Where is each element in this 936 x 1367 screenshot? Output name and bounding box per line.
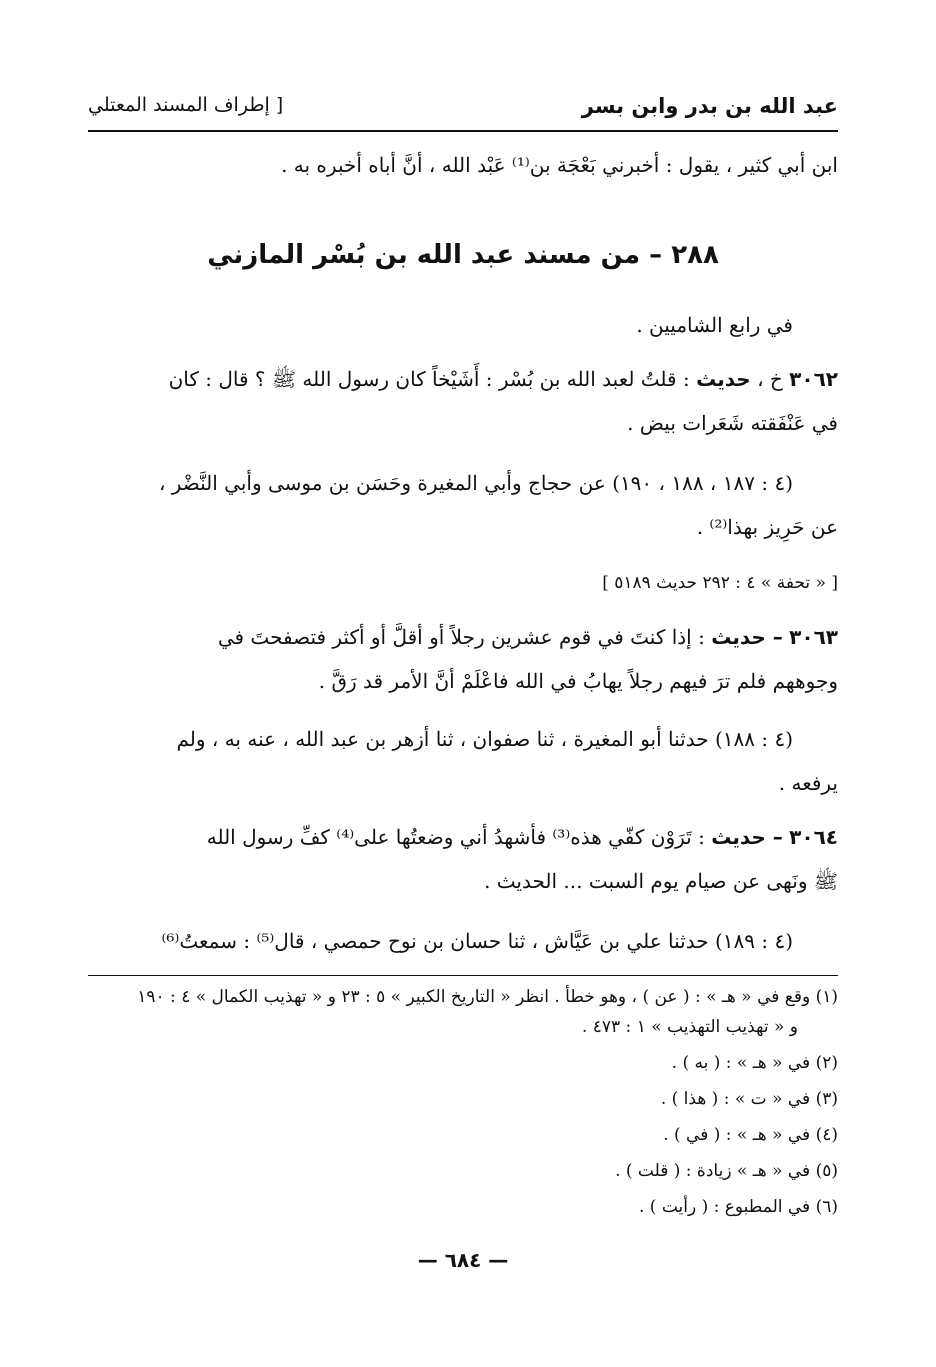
header-rule: [88, 130, 838, 132]
hadith-number: ٣٠٦٤: [789, 825, 838, 849]
footnote-5: (٥) في « هـ » زيادة : ( قلت ) .: [615, 1161, 838, 1181]
hadith-label: – حديث: [711, 625, 783, 649]
hadith-text: : إذا كنتَ في قوم عشرين رجلاً أو أقلَّ أو أكثر فتصفحتَ في: [217, 625, 705, 649]
hadith-3062-reference: [ « تحفة » ٤ : ٢٩٢ حديث ٥١٨٩ ]: [602, 573, 838, 593]
footnote-3: (٣) في « ت » : ( هذا ) .: [660, 1089, 838, 1109]
section-title: ٢٨٨ – من مسند عبد الله بن بُسْر المازني: [207, 240, 719, 270]
section-intro: في رابع الشاميين .: [636, 313, 793, 337]
hadith-3063-source1: (٤ : ١٨٨) حدثنا أبو المغيرة ، ثنا صفوان ، ثنا أزهر بن عبد الله ، عنه به ، ولم: [176, 727, 793, 751]
hadith-number: ٣٠٦٢: [789, 367, 838, 391]
hadith-text: : قلتُ لعبد الله بن بُسْر : أَشَيْخاً كان رسول الله ﷺ ؟ قال : كان: [168, 367, 690, 391]
hadith-label: حديث: [696, 367, 751, 391]
document-page: [88, 0, 838, 1367]
hadith-mark: خ ،: [757, 367, 783, 391]
footnote-2: (٢) في « هـ » : ( به ) .: [671, 1053, 838, 1073]
hadith-3064-line2: ﷺ ونَهى عن صيام يوم السبت ... الحديث .: [484, 869, 838, 893]
hadith-3062-source2: عن حَرِيز بهذا⁽²⁾ .: [696, 515, 838, 539]
footnote-rule: [88, 975, 838, 976]
hadith-3062-source1: (٤ : ١٨٧ ، ١٨٨ ، ١٩٠) عن حجاج وأبي المغيرة وحَسَن بن موسى وأبي النَّضْر ،: [158, 471, 793, 495]
hadith-3064-line1: [88, 822, 838, 852]
page-number: — ٦٨٤ —: [417, 1248, 509, 1272]
header-right-title: عبد الله بن بدر وابن بسر: [581, 94, 838, 118]
hadith-3062-line2: في عَنْفَقته شَعَرات بيض .: [627, 411, 838, 435]
hadith-3062-line1: [88, 364, 838, 394]
hadith-3064-source1: (٤ : ١٨٩) حدثنا علي بن عَيَّاش ، ثنا حسان بن نوح حمصي ، قال⁽⁵⁾ : سمعتُ⁽⁶⁾: [161, 929, 793, 953]
continuation-line: ابن أبي كثير ، يقول : أخبرني بَعْجَة بن⁽¹⁾ عَبْد الله ، أنَّ أباه أخبره به .: [281, 153, 838, 177]
hadith-3063-line1: [88, 622, 838, 652]
hadith-number: ٣٠٦٣: [789, 625, 838, 649]
running-header: [88, 92, 838, 128]
footnote-1: (١) وقع في « هـ » : ( عن ) ، وهو خطأ . انظر « التاريخ الكبير » ٥ : ٢٣ و « تهذيب الكمال » ٤ : ١٩٠: [137, 987, 838, 1007]
hadith-3063-source2: يرفعه .: [778, 771, 838, 795]
hadith-label: – حديث: [711, 825, 783, 849]
footnote-6: (٦) في المطبوع : ( رأيت ) .: [638, 1197, 838, 1217]
hadith-text: : تَرَوْن كفّي هذه⁽³⁾ فأشهدُ أني وضعتُها على⁽⁴⁾ كفِّ رسول الله: [206, 825, 705, 849]
header-left-title: [ إطراف المسند المعتلي: [88, 94, 284, 116]
footnote-4: (٤) في « هـ » : ( في ) .: [663, 1125, 838, 1145]
footnote-1-cont: و « تهذيب التهذيب » ١ : ٤٧٣ .: [581, 1017, 798, 1037]
hadith-3063-line2: وجوههم فلم ترَ فيهم رجلاً يهابُ في الله فاعْلَمْ أنَّ الأمر قد رَقَّ .: [318, 669, 838, 693]
